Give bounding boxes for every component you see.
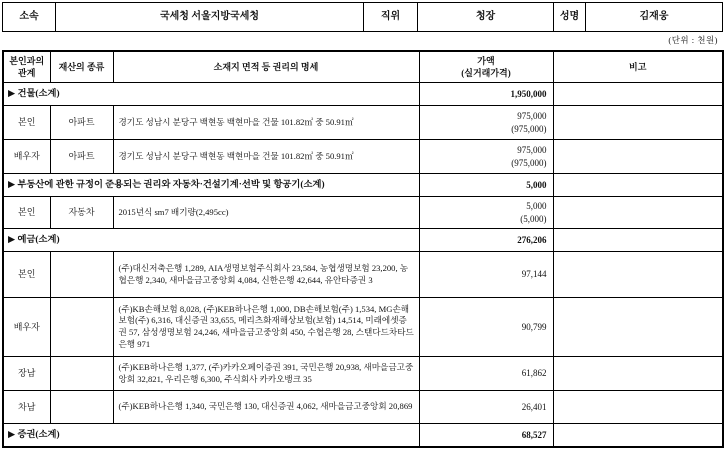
affiliation-label: 소속 (3, 3, 56, 32)
value-actual: (5,000) (520, 213, 547, 224)
kind-cell (50, 391, 113, 424)
kind-cell: 아파트 (50, 140, 113, 174)
name-value: 김재웅 (586, 3, 723, 32)
row-spouse-deposits (3, 298, 723, 357)
detail-cell: (주)KEB하나은행 1,377, (주)카카오페이증권 391, 국민은행 20,938, 새마을금고중앙회 32,821, 우리은행 6,300, 주식회사 카카오뱅크 35 (113, 357, 419, 391)
value-current: 975,000 (517, 145, 547, 156)
relation-cell: 배우자 (3, 298, 50, 357)
kind-cell (50, 357, 113, 391)
col-note: 비고 (553, 51, 723, 83)
row-self-deposits (3, 252, 723, 298)
value-cell: 90,799 (419, 298, 553, 357)
note-cell (553, 83, 723, 106)
note-cell (553, 140, 723, 174)
row-eldest-son-deposits (3, 357, 723, 391)
value-cell (419, 140, 553, 174)
kind-cell (50, 252, 113, 298)
section-value: 5,000 (419, 174, 553, 197)
section-label: ▶ 건물(소계) (3, 83, 419, 106)
row-securities-subtotal (3, 424, 723, 448)
relation-cell: 차남 (3, 391, 50, 424)
official-info-row (3, 3, 723, 32)
value-actual: (975,000) (511, 157, 547, 168)
col-relation: 본인과의 관계 (3, 51, 50, 83)
value-cell: 26,401 (419, 391, 553, 424)
value-cell: 61,862 (419, 357, 553, 391)
asset-table (2, 50, 724, 448)
position-label: 직위 (364, 3, 418, 32)
relation-cell: 본인 (3, 252, 50, 298)
relation-cell: 배우자 (3, 140, 50, 174)
col-kind: 재산의 종류 (50, 51, 113, 83)
note-cell (553, 229, 723, 252)
asset-table-header (3, 51, 723, 83)
name-label: 성명 (554, 3, 586, 32)
value-current: 5,000 (526, 201, 547, 212)
section-value: 276,206 (419, 229, 553, 252)
detail-cell: (주)KB손해보험 8,028, (주)KEB하나은행 1,000, DB손해보험(주) 1,534, MG손해보험(주) 6,316, 대신증권 33,655, 메리츠화재해상보험(보험) 14,514, 미래에셋증권 57, 삼성생명보험 24,246, 새마을금고중앙회 450, 수협은행 28, 스탠다드차타드은행 971 (113, 298, 419, 357)
kind-cell: 자동차 (50, 197, 113, 229)
detail-cell: 2015년식 sm7 배기량(2,495cc) (113, 197, 419, 229)
col-value (419, 51, 553, 83)
position-value: 청장 (418, 3, 554, 32)
row-second-son-deposits (3, 391, 723, 424)
affiliation-value: 국세청 서울지방국세청 (56, 3, 364, 32)
value-actual: (975,000) (511, 123, 547, 134)
detail-cell: (주)대신저축은행 1,289, AIA생명보험주식회사 23,584, 농협생명보험 23,200, 농협은행 2,340, 새마을금고중앙회 4,084, 신한은행 42,644, 유안타증권 3 (113, 252, 419, 298)
col-value-line1: 가액 (477, 55, 495, 66)
detail-cell: 경기도 성남시 분당구 백현동 백현마을 건물 101.82㎡ 중 50.91㎡ (113, 106, 419, 140)
value-current: 975,000 (517, 111, 547, 122)
row-deposits-subtotal (3, 229, 723, 252)
detail-cell: 경기도 성남시 분당구 백현동 백현마을 건물 101.82㎡ 중 50.91㎡ (113, 140, 419, 174)
official-info-table (2, 2, 723, 32)
row-building-subtotal (3, 83, 723, 106)
kind-cell: 아파트 (50, 106, 113, 140)
relation-cell: 본인 (3, 106, 50, 140)
detail-cell: (주)KEB하나은행 1,340, 국민은행 130, 대신증권 4,062, 새마을금고중앙회 20,869 (113, 391, 419, 424)
row-self-apartment (3, 106, 723, 140)
col-detail: 소재지 면적 등 권리의 명세 (113, 51, 419, 83)
section-value: 1,950,000 (419, 83, 553, 106)
relation-cell: 본인 (3, 197, 50, 229)
row-self-car (3, 197, 723, 229)
section-value: 68,527 (419, 424, 553, 448)
section-label: ▶ 예금(소계) (3, 229, 419, 252)
note-cell (553, 106, 723, 140)
kind-cell (50, 298, 113, 357)
value-cell: 97,144 (419, 252, 553, 298)
note-cell (553, 252, 723, 298)
note-cell (553, 357, 723, 391)
row-vehicle-section-subtotal (3, 174, 723, 197)
unit-note: (단위 : 천원) (668, 35, 718, 45)
row-spouse-apartment (3, 140, 723, 174)
section-label: ▶ 증권(소계) (3, 424, 419, 448)
section-label: ▶ 부동산에 관한 규정이 준용되는 권리와 자동차·건설기계·선박 및 항공기(소계) (3, 174, 419, 197)
note-cell (553, 424, 723, 448)
relation-cell: 장남 (3, 357, 50, 391)
note-cell (553, 298, 723, 357)
col-value-line2: (실거래가격) (461, 68, 511, 78)
note-cell (553, 197, 723, 229)
value-cell (419, 197, 553, 229)
note-cell (553, 174, 723, 197)
value-cell (419, 106, 553, 140)
note-cell (553, 391, 723, 424)
